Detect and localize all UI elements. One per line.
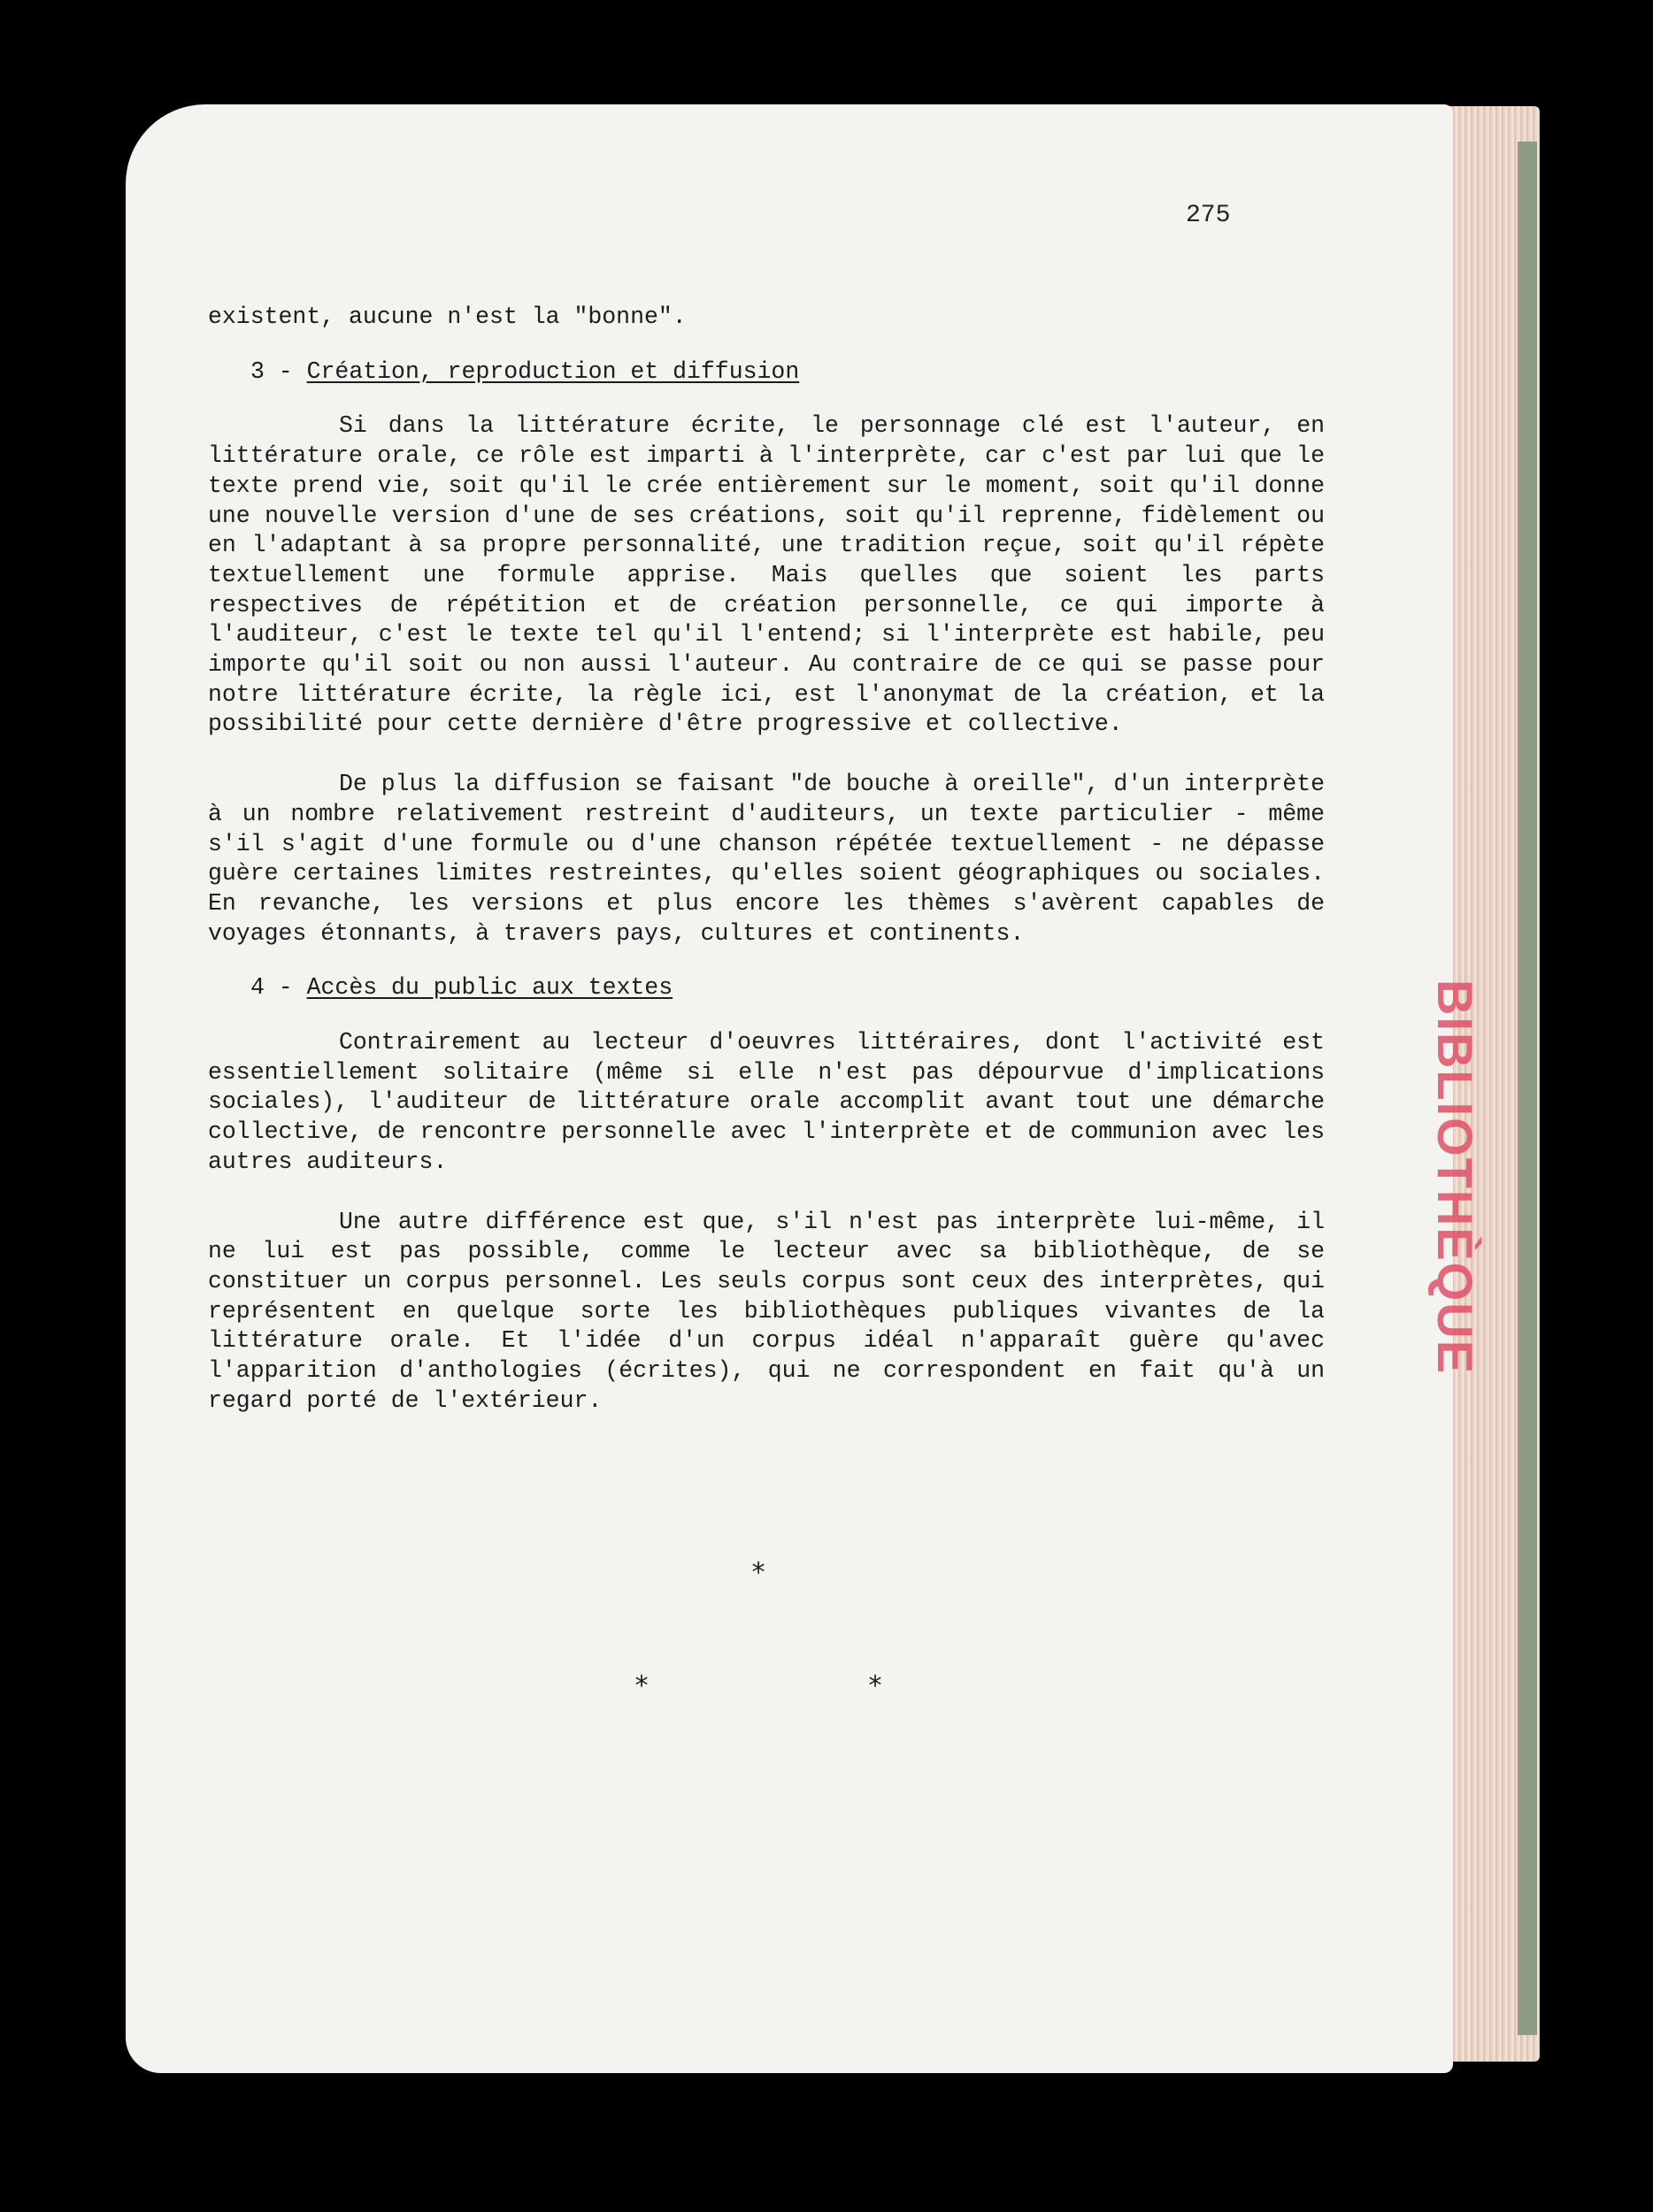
section-heading-4 xyxy=(250,973,1325,1003)
section-number: 4 - xyxy=(250,974,307,1002)
paragraph: Contrairement au lecteur d'oeuvres littéraires, dont l'activité est essentiellement solitaire (même si elle n'est pas dépourvue d'implications sociales), l'auditeur de littérature orale accomplit avant tout une démarche collective, de rencontre personnelle avec l'interprète et de communion avec les autres auditeurs. xyxy=(208,1029,1325,1175)
section-title: Création, reproduction et diffusion xyxy=(306,357,800,385)
asterisk-separator: * xyxy=(867,1671,884,1701)
paragraph: Une autre différence est que, s'il n'est pas interprète lui-même, il ne lui est pas possible, comme le lecteur avec sa bibliothèque, de se constituer un corpus personnel. Les seuls corpus sont ceux des interprètes, qui représentent en quelque sorte les bibliothèques publiques vivantes de la littérature orale. Et l'idée d'un corpus idéal n'apparaît guère qu'avec l'apparition d'anthologies (écrites), qui ne correspondent en fait qu'à un regard porté de l'extérieur. xyxy=(208,1208,1325,1414)
paragraph: Si dans la littérature écrite, le personnage clé est l'auteur, en littérature orale, ce rôle est imparti à l'interprète, car c'est par lui que le texte prend vie, soit qu'il le crée entièrement sur le moment, soit qu'il donne une nouvelle version d'une de ses créations, soit qu'il reprenne, fidèlement ou en l'adaptant à sa propre personnalité, une tradition reçue, soit qu'il répète textuellement une formule apprise. Mais quelles que soient les parts respectives de répétition et de création personnelle, ce qui importe à l'auditeur, c'est le texte tel qu'il l'entend; si l'interprète est habile, peu importe qu'il soit ou non aussi l'auteur. Au contraire de ce qui se passe pour notre littérature écrite, la règle ici, est l'anonymat de la création, et la possibilité pour cette dernière d'être progressive et collective. xyxy=(208,412,1325,738)
stamp-text: BIBLIOTHÈQUE xyxy=(1427,979,1484,1375)
asterisk-separator: * xyxy=(750,1557,767,1588)
continuation-line: existent, aucune n'est la "bonne". xyxy=(208,303,687,330)
book-cover-edge xyxy=(1518,142,1537,2035)
section-title: Accès du public aux textes xyxy=(306,974,673,1002)
paragraph: De plus la diffusion se faisant "de bouche à oreille", d'un interprète à un nombre relativement restreint d'auditeurs, un texte particulier - même s'il s'agit d'une formule ou d'une chanson répétée textuellement - ne dépasse guère certaines limites restreintes, qu'elles soient géographiques ou sociales. En revanche, les versions et plus encore les thèmes s'avèrent capables de voyages étonnants, à travers pays, cultures et continents. xyxy=(208,771,1325,947)
asterisk-separator: * xyxy=(634,1671,650,1701)
page-body xyxy=(208,303,1325,1417)
section-heading-3 xyxy=(250,357,1325,388)
library-stamp xyxy=(1425,979,1487,1375)
section-number: 3 - xyxy=(250,357,307,385)
page-number: 275 xyxy=(1186,202,1231,229)
